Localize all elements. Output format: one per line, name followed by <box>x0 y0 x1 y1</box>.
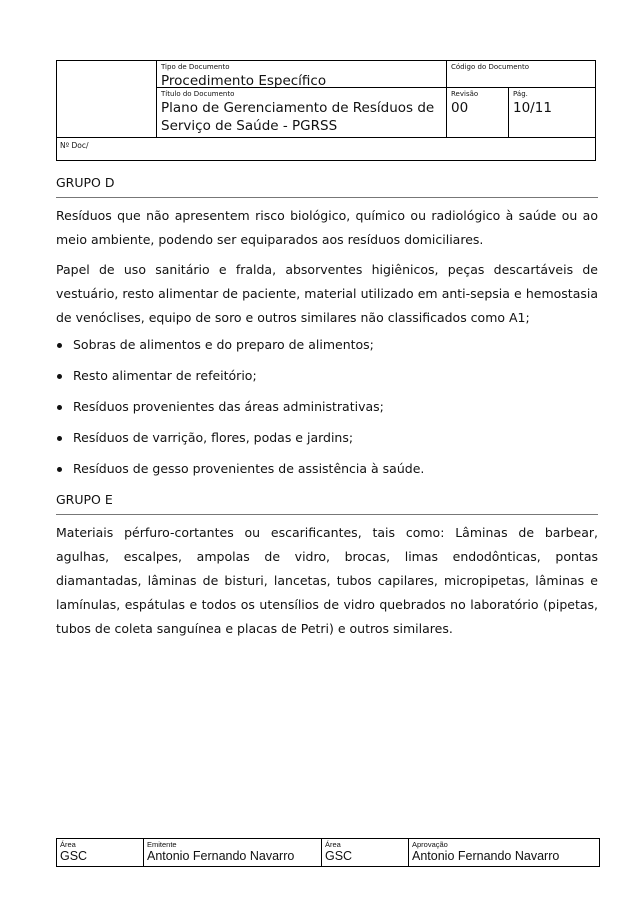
grupo-d-paragraph-1: Resíduos que não apresentem risco biológico, químico ou radiológico à saúde ou ao meio ambiente, podendo ser equiparados aos resíduos domiciliares. <box>56 208 598 247</box>
grupo-e-title: GRUPO E <box>56 491 598 515</box>
revisao-label: Revisão <box>451 90 479 98</box>
footer-aprovacao-value: Antonio Fernando Navarro <box>412 849 560 863</box>
document-header <box>56 60 596 161</box>
titulo-documento-cell <box>157 88 447 137</box>
list-item-text: Sobras de alimentos e do preparo de alimentos; <box>73 337 374 352</box>
list-item <box>56 398 598 416</box>
document-footer <box>56 838 600 867</box>
document-body <box>56 174 598 647</box>
bullet-icon <box>57 436 62 441</box>
list-item-text: Resíduos de gesso provenientes de assistência à saúde. <box>73 461 425 476</box>
grupo-e-paragraph-1: Materiais pérfuro-cortantes ou escarificantes, tais como: Lâminas de barbear, agulhas, escalpes, ampolas de vidro, brocas, limas endodônticas, pontas diamantadas, lâminas de bisturi, lancetas, tubos capilares, micropipetas, lâminas e lamínulas, espátulas e todos os utensílios de vidro quebrados no laboratório (pipetas, tubos de coleta sanguínea e placas de Petri) e outros similares. <box>56 525 598 636</box>
list-item-text: Resíduos de varrição, flores, podas e jardins; <box>73 430 354 445</box>
footer-emitente-cell <box>144 839 322 866</box>
footer-area-2-label: Área <box>325 840 341 849</box>
list-item <box>56 460 598 478</box>
bullet-icon <box>57 405 62 410</box>
footer-area-2-cell <box>322 839 409 866</box>
numero-documento-cell <box>57 137 595 160</box>
pagina-value: 10/11 <box>513 100 552 116</box>
codigo-documento-label: Código do Documento <box>451 63 530 71</box>
footer-area-1-value: GSC <box>60 849 88 863</box>
bullet-icon <box>57 343 62 348</box>
footer-aprovacao-cell <box>409 839 599 866</box>
bullet-icon <box>57 467 62 472</box>
codigo-documento-cell <box>447 61 595 88</box>
revisao-value: 00 <box>451 100 469 116</box>
tipo-documento-label: Tipo de Documento <box>161 63 230 71</box>
list-item <box>56 367 598 385</box>
titulo-documento-label: Título do Documento <box>161 90 235 98</box>
tipo-documento-value: Procedimento Específico <box>161 73 327 89</box>
grupo-d-bullet-list <box>56 336 598 478</box>
list-item-text: Resíduos provenientes das áreas administrativas; <box>73 399 384 414</box>
footer-area-2-value: GSC <box>325 849 353 863</box>
footer-emitente-label: Emitente <box>147 840 177 849</box>
titulo-documento-value: Plano de Gerenciamento de Resíduos de Serviço de Saúde - PGRSS <box>161 100 435 134</box>
footer-area-1-label: Área <box>60 840 76 849</box>
numero-documento-label: Nº Doc/ <box>60 141 89 150</box>
grupo-d-paragraph-2: Papel de uso sanitário e fralda, absorventes higiênicos, peças descartáveis de vestuário, resto alimentar de paciente, material utilizado em anti-sepsia e hemostasia de venóclises, equipo de soro e outros similares não classificados como A1; <box>56 262 598 325</box>
pagina-cell <box>509 88 595 137</box>
logo-area <box>57 61 157 137</box>
grupo-d-title: GRUPO D <box>56 174 598 198</box>
list-item <box>56 429 598 447</box>
footer-emitente-value: Antonio Fernando Navarro <box>147 849 295 863</box>
tipo-documento-cell <box>157 61 447 88</box>
pagina-label: Pág. <box>513 90 528 98</box>
list-item-text: Resto alimentar de refeitório; <box>73 368 257 383</box>
revisao-cell <box>447 88 509 137</box>
bullet-icon <box>57 374 62 379</box>
footer-aprovacao-label: Aprovação <box>412 840 448 849</box>
footer-area-1-cell <box>57 839 144 866</box>
list-item <box>56 336 598 354</box>
